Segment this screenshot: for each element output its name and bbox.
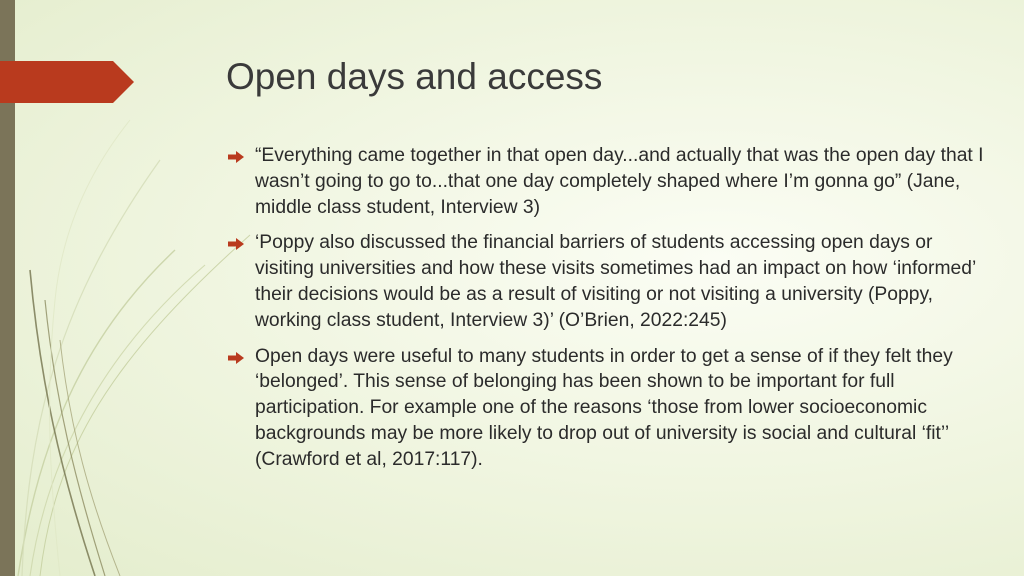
right-arrow-icon [228, 352, 244, 364]
slide-title: Open days and access [226, 56, 603, 97]
bullet-item [226, 143, 986, 220]
title-accent-arrow [0, 61, 134, 103]
bullet-item [226, 230, 986, 333]
bullet-text: ‘Poppy also discussed the financial barriers of students accessing open days or visiting universities and how these visits sometimes had an impact on how ‘informed’ their decisions would be as a result of visiting or not visiting a university (Poppy, working class student, Interview 3)’ (O’Brien, 2022:245) [255, 232, 976, 331]
bullet-list [226, 143, 986, 483]
right-arrow-icon [228, 151, 244, 163]
bullet-text: Open days were useful to many students in order to get a sense of if they felt they ‘belonged’. This sense of belonging has been shown to be important for full participation. For example one of the reasons ‘those from lower socioeconomic backgrounds may be more likely to drop out of university is social and cultural ‘fit’’ (Crawford et al, 2017:117). [255, 345, 953, 470]
bullet-item [226, 344, 986, 473]
right-arrow-icon [228, 238, 244, 250]
bullet-text: “Everything came together in that open day...and actually that was the open day that I wasn’t going to go to...that one day completely shaped where I’m gonna go” (Jane, middle class student, Interview 3) [255, 145, 984, 218]
